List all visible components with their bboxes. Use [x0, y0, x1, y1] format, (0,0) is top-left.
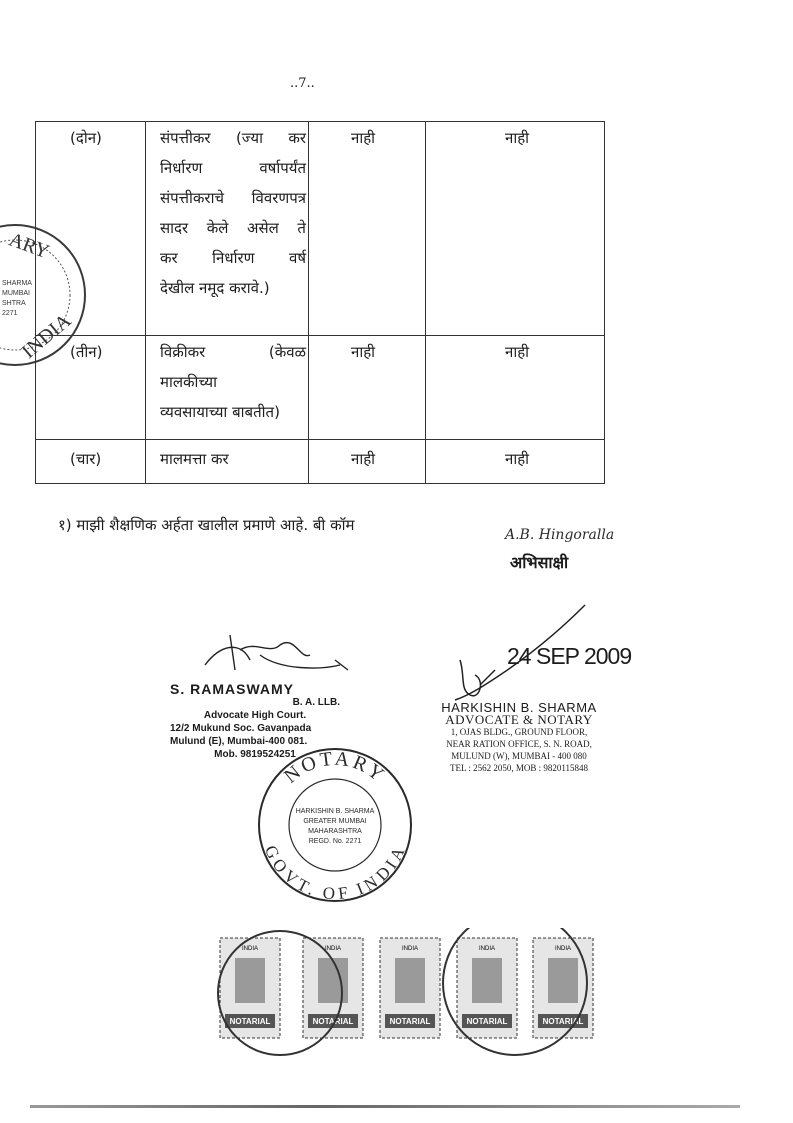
revenue-stamps: [215, 928, 605, 1058]
seal-text: GOVT. OF INDIA: [260, 842, 410, 904]
notary-title: ADVOCATE & NOTARY: [445, 712, 593, 727]
left-notary-seal: [0, 215, 90, 375]
stamp-label: NOTARIAL: [542, 1017, 584, 1026]
advocate-name: S. RAMASWAMY: [170, 681, 294, 697]
details-table: [35, 121, 605, 484]
advocate-line: 12/2 Mukund Soc. Gavanpada: [170, 723, 312, 734]
table-border-right: [604, 121, 605, 484]
advocate-line: Mulund (E), Mumbai-400 081.: [170, 736, 308, 747]
description-line: व्यवसायाच्या बाबतीत): [160, 403, 280, 421]
table-col-divider: [425, 121, 426, 484]
education-statement: १) माझी शैक्षणिक अर्हता खालील प्रमाणे आहे. बी कॉम: [58, 516, 355, 534]
stamp-label: NOTARIAL: [312, 1017, 354, 1026]
stamp-header: INDIA: [241, 946, 259, 952]
revenue-stamp: [303, 938, 363, 1038]
witness-signature: A.B. Hingoralla: [505, 527, 615, 543]
seal-text: SHARMA: [2, 280, 32, 287]
table-col-divider: [145, 121, 146, 484]
seal-inner-ring: [289, 779, 381, 871]
revenue-stamp: [457, 938, 517, 1038]
description-line: निर्धारण वर्षापर्यंत: [160, 159, 306, 177]
table-row-number: (तीन): [70, 343, 103, 361]
seal-text: MAHARASHTRA: [308, 828, 362, 835]
table-cell-value: नाही: [505, 129, 530, 147]
emblem-icon: [548, 958, 578, 1003]
table-divider: [35, 439, 605, 440]
table-row-description: [160, 123, 306, 303]
emblem-icon: [395, 958, 425, 1003]
table-row-number: (चार): [70, 450, 102, 468]
stamp-label: NOTARIAL: [229, 1017, 271, 1026]
table-col-divider: [308, 121, 309, 484]
advocate-line: Mob. 9819524251: [214, 749, 296, 760]
table-row-description: [160, 444, 306, 474]
revenue-stamp: [533, 938, 593, 1038]
scan-edge: [30, 1105, 740, 1108]
advocate-signature: [200, 625, 350, 685]
stamp-label: NOTARIAL: [389, 1017, 431, 1026]
seal-text: REGD. No. 2271: [308, 838, 362, 845]
table-divider: [35, 335, 605, 336]
notary-address-line: NEAR RATION OFFICE, S. N. ROAD,: [446, 739, 592, 749]
stamp-label: NOTARIAL: [466, 1017, 508, 1026]
witness-label: अभिसाक्षी: [510, 553, 569, 572]
description-line: देखील नमूद करावे.): [160, 279, 270, 297]
stamp-header: INDIA: [401, 946, 419, 952]
seal-text: ARY: [6, 228, 53, 264]
revenue-stamps-row: [215, 928, 605, 1058]
notary-address-line: 1, OJAS BLDG., GROUND FLOOR,: [450, 727, 588, 737]
description-line: सादर केले असेल ते: [160, 219, 306, 237]
emblem-icon: [318, 958, 348, 1003]
notary-seal: [255, 745, 415, 905]
emblem-icon: [235, 958, 265, 1003]
stamp-header: INDIA: [554, 946, 572, 952]
notary-name: HARKISHIN B. SHARMA: [441, 700, 597, 715]
table-row-description: [160, 337, 306, 427]
advocate-degree: B. A. LLB.: [292, 697, 340, 708]
stamp-header: INDIA: [478, 946, 496, 952]
stamp-header: INDIA: [324, 946, 342, 952]
seal-text: GREATER MUMBAI: [303, 818, 367, 825]
notary-address-line: TEL : 2562 2050, MOB : 9820115848: [449, 763, 589, 773]
table-cell-value: नाही: [351, 343, 376, 361]
table-row-number: (दोन): [70, 129, 102, 147]
description-line: कर निर्धारण वर्ष: [160, 249, 306, 267]
description-line: संपत्तीकर (ज्या कर: [160, 129, 306, 147]
table-cell-value: नाही: [505, 450, 530, 468]
description-line: मालकीच्या: [160, 373, 217, 391]
description-line: संपत्तीकराचे विवरणपत्र: [160, 189, 306, 207]
date-stamp: 24 SEP 2009: [507, 643, 632, 669]
seal-text: MUMBAI: [2, 290, 30, 297]
advocate-line: Advocate High Court.: [203, 710, 307, 721]
table-border-bottom: [35, 483, 605, 484]
emblem-icon: [472, 958, 502, 1003]
seal-text: INDIA: [17, 309, 76, 363]
seal-text: 2271: [2, 310, 18, 317]
notary-address-line: MULUND (W), MUMBAI - 400 080: [451, 751, 587, 761]
seal-text: HARKISHIN B. SHARMA: [295, 808, 375, 815]
revenue-stamp: [380, 938, 440, 1038]
page-number: ..7..: [290, 76, 315, 91]
table-cell-value: नाही: [351, 450, 376, 468]
signature-stroke: [205, 635, 348, 670]
table-border-top: [35, 121, 605, 122]
revenue-stamp: [220, 938, 280, 1038]
table-cell-value: नाही: [351, 129, 376, 147]
table-cell-value: नाही: [505, 343, 530, 361]
description-line: मालमत्ता कर: [160, 450, 229, 468]
seal-text: NOTARY: [279, 747, 391, 788]
notary-address-block: [424, 702, 614, 774]
description-line: विक्रीकर (केवळ: [160, 343, 306, 361]
seal-text: SHTRA: [2, 300, 26, 307]
